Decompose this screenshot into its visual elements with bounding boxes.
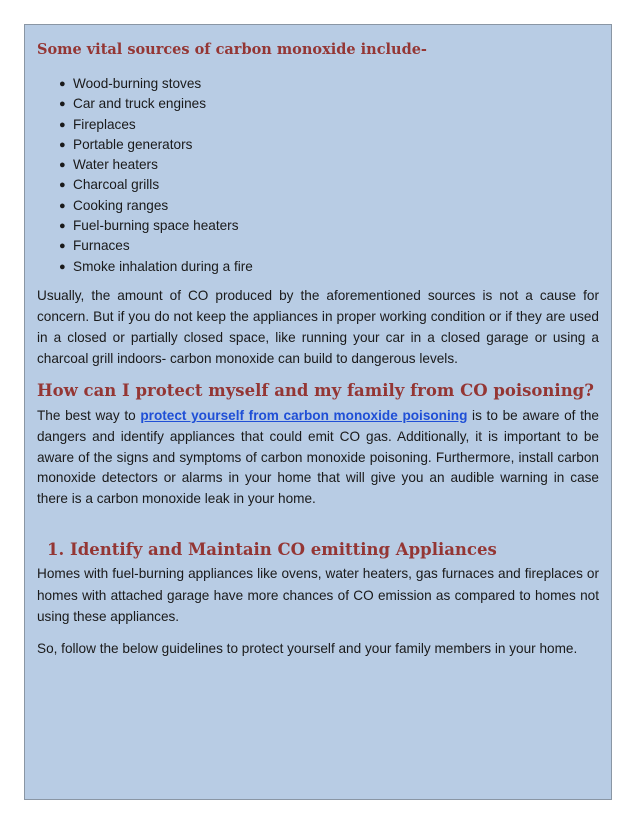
bullet-icon: ● xyxy=(59,138,66,151)
bullet-icon: ● xyxy=(59,98,66,111)
list-item: ● Cooking ranges xyxy=(59,196,599,216)
list-item: ● Car and truck engines xyxy=(59,94,599,114)
heading-sources: Some vital sources of carbon monoxide include- xyxy=(37,41,427,58)
paragraph-protect: The best way to protect yourself from carbon monoxide poisoning is to be aware of the dangers and identify appliances that could emit CO gas. Additionally, it is important to be aware of the signs and symptoms of carbon monoxide poisoning. Furthermore, install carbon monoxide detectors or alarms in your home that will give you an audible warning in case there is a carbon monoxide leak in your home. xyxy=(37,407,599,507)
bullet-icon: ● xyxy=(59,118,66,131)
paragraph-homes: Homes with fuel-burning appliances like ovens, water heaters, gas furnaces and fireplaces or homes with attached garage have more chances of CO emission as compared to homes not using these appliances. xyxy=(37,565,599,625)
paragraph-usually: Usually, the amount of CO produced by the aforementioned sources is not a cause for concern. But if you do not keep the appliances in proper working condition or if they are used in a closed or partially closed space, like running your car in a closed garage or using a charcoal grill indoors- carbon monoxide can build to dangerous levels. xyxy=(37,287,599,366)
sources-list xyxy=(37,74,599,277)
list-item: ● Fuel-burning space heaters xyxy=(59,216,599,236)
list-item: ● Wood-burning stoves xyxy=(59,74,599,94)
bullet-icon: ● xyxy=(59,179,66,192)
bullet-icon: ● xyxy=(59,260,66,273)
list-item: ● Charcoal grills xyxy=(59,175,599,195)
bullet-icon: ● xyxy=(59,159,66,172)
document-page xyxy=(24,24,612,800)
bullet-icon: ● xyxy=(59,78,66,90)
list-item: ● Fireplaces xyxy=(59,115,599,135)
protect-yourself-link[interactable]: protect yourself from carbon monoxide poisoning xyxy=(140,407,468,423)
paragraph-follow: So, follow the below guidelines to protect yourself and your family members in your home. xyxy=(37,640,578,656)
list-item: ● Water heaters xyxy=(59,155,599,175)
list-item: ● Furnaces xyxy=(59,236,599,256)
bullet-icon: ● xyxy=(59,220,66,233)
bullet-icon: ● xyxy=(59,199,66,212)
heading-protect: How can I protect myself and my family from CO poisoning? xyxy=(37,380,594,400)
bullet-icon: ● xyxy=(59,240,66,253)
list-item: ● Smoke inhalation during a fire xyxy=(59,257,599,277)
heading-identify: 1. Identify and Maintain CO emitting Appliances xyxy=(47,539,497,559)
list-item: ● Portable generators xyxy=(59,135,599,155)
